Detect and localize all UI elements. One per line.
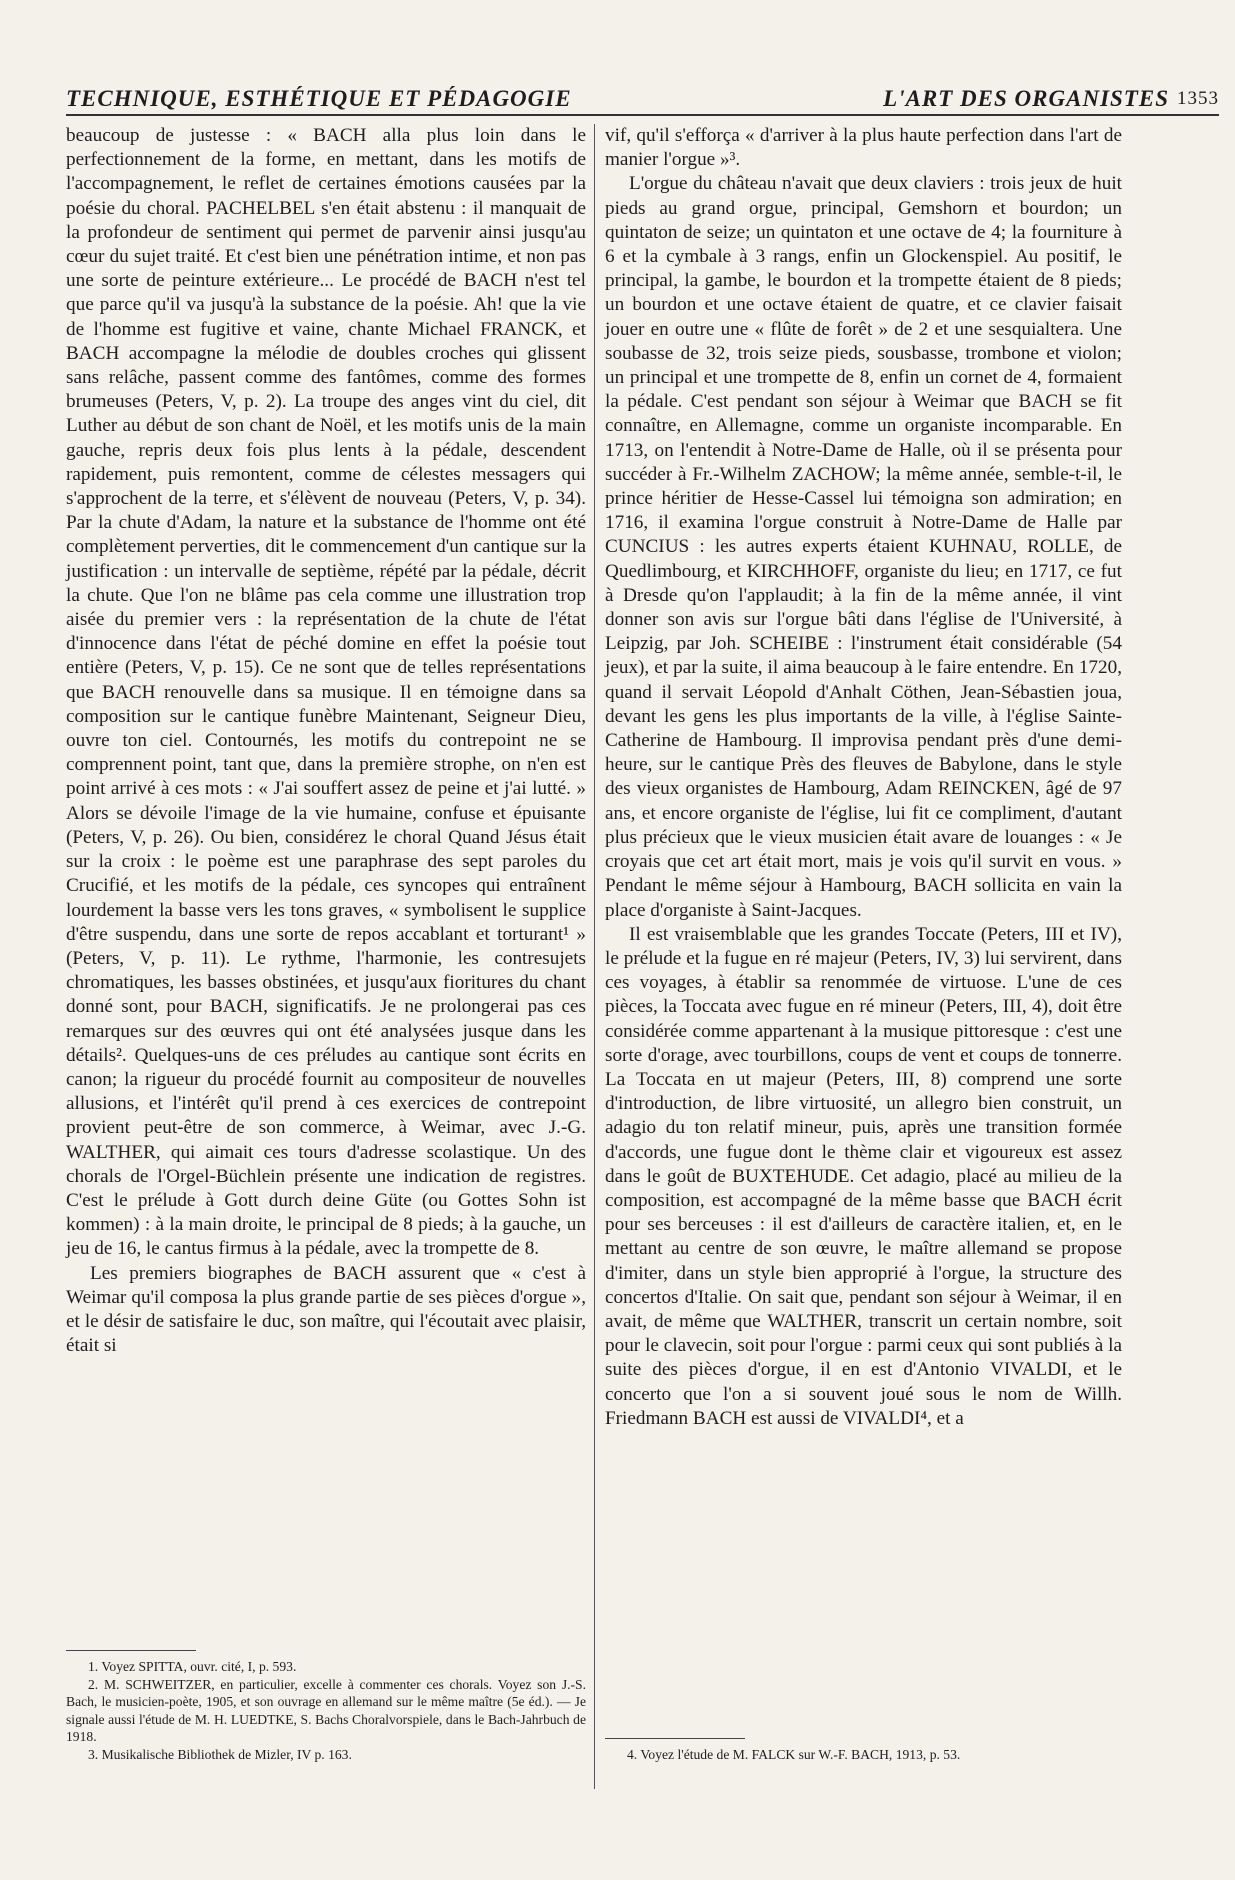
footnote-2: 2. M. SCHWEITZER, en particulier, excelle à commenter ces chorals. Voyez son J.-S. Bach, le musicien-poète, 1905, et son ouvrage en allemand sur le même maître (5e éd.). — Je signale aussi l'étude de M. H. LUEDTKE, S. Bachs Choralvorspiele, dans le Bach-Jahrbuch de 1918. [66,1676,586,1744]
header-rule [66,114,1219,116]
right-paragraph-1: vif, qu'il s'efforça « d'arriver à la plus haute perfection dans l'art de manier l'orgue »³. [605,125,1122,171]
right-paragraph-3: Il est vraisemblable que les grandes Toccate (Peters, III et IV), le prélude et la fugue en ré majeur (Peters, IV, 3) lui servirent, dans ces voyages, à établir sa renommée de virtuose. L'une de ces pièces, la Toccata avec fugue en ré mineur (Peters, III, 4), doit être considérée comme appartenant à la musique pittoresque : c'est une sorte d'orage, avec tourbillons, coups de vent et coups de tonnerre. La Toccata en ut majeur (Peters, III, 8) comprend une sorte d'introduction, de libre virtuosité, un allegro bien construit, un adagio du ton relatif mineur, puis, après une transition formée d'accords, une fugue dont le thème clair et vigoureux est assez dans le goût de BUXTEHUDE. Cet adagio, placé au milieu de la composition, est accompagné de la même basse que BACH écrit pour ses berceuses : il est d'ailleurs de caractère italien, et, en le mettant au centre de son œuvre, le maître allemand se propose d'imiter, dans un style bien approprié à l'orgue, la structure des concertos d'Italie. On sait que, pendant son séjour à Weimar, il en avait, de même que WALTHER, transcrit un certain nombre, soit pour le clavecin, soit pour l'orgue : parmi ceux qui sont publiés à la suite des pièces d'orgue, il en est d'Antonio VIVALDI, et le concerto que l'on a si souvent joué sous le nom de Willh. Friedmann BACH est aussi de VIVALDI⁴, et a [605,923,1122,1429]
header-right-title: L'ART DES ORGANISTES [883,86,1169,111]
column-divider [594,124,595,1789]
right-paragraph-2: L'orgue du château n'avait que deux claviers : trois jeux de huit pieds au grand orgue, principal, Gemshorn et bourdon; un quintaton de seize; un quintaton et une octave de 4; la fourniture à 6 et la cymbale à 3 rangs, enfin un Glockenspiel. Au positif, le principal, la gambe, le bourdon et la trompette étaient de 8 pieds; un bourdon et une octave étaient de quatre, et ce clavier faisait jouer en outre une « flûte de forêt » de 2 et une sesquialtera. Une soubasse de 32, trois seize pieds, sousbasse, trombone et violon; un principal et une trompette de 8, enfin un cornet de 4, formaient la pédale. C'est pendant son séjour à Weimar que BACH se fit connaître, en Allemagne, comme un organiste incomparable. En 1713, on l'entendit à Notre-Dame de Halle, où il se présenta pour succéder à Fr.-Wilhelm ZACHOW; la même année, semble-t-il, le prince héritier de Hesse-Cassel lui témoigna son admiration; en 1716, il examina l'orgue construit à Notre-Dame de Halle par CUNCIUS : les autres experts étaient KUHNAU, ROLLE, de Quedlimbourg, et KIRCHHOFF, organiste du lieu; en 1717, ce fut à Dresde qu'on l'applaudit; à la fin de la même année, il vint donner son avis sur l'orgue bâti dans l'église de l'Université, à Leipzig, par Joh. SCHEIBE : l'instrument était considérable (54 jeux), et par la suite, il aima beaucoup à le faire entendre. En 1720, quand il servait Léopold d'Anhalt Cöthen, Jean-Sébastien joua, devant les gens les plus importants de la ville, à l'église Sainte-Catherine de Hambourg. Il improvisa pendant près d'une demi-heure, sur le cantique Près des fleuves de Babylone, dans le style des vieux organistes de Hambourg, Adam REINCKEN, âgé de 97 ans, et encore organiste de l'église, lui fit ce compliment, d'autant plus précieux que le vieux musicien était avare de louanges : « Je croyais que cet art était mort, mais je vois qu'il survit en vous. » Pendant le même séjour à Hambourg, BACH sollicita en vain la place d'organiste à Saint-Jacques. [605,173,1122,921]
header-left-title: TECHNIQUE, ESTHÉTIQUE ET PÉDAGOGIE [66,86,572,111]
page-number: 1353 [1177,88,1219,109]
right-column [605,124,1122,1431]
left-column [66,124,586,1358]
footnote-1: 1. Voyez SPITTA, ouvr. cité, I, p. 593. [88,1659,297,1674]
left-paragraph-2: Les premiers biographes de BACH assurent que « c'est à Weimar qu'il composa la plus grande partie de ses pièces d'orgue », et le désir de satisfaire le duc, son maître, qui l'écoutait avec plaisir, était si [66,1262,586,1357]
footnote-rule-left [66,1650,196,1651]
footnotes-left [66,1658,586,1763]
left-paragraph-1: beaucoup de justesse : « BACH alla plus loin dans le perfectionnement de la forme, en mettant, dans les motifs de l'accompagnement, le reflet de certaines émotions causées par la poésie du choral. PACHELBEL s'en était abstenu : il manquait de la profondeur de sentiment qui permet de parvenir ainsi jusqu'au cœur du sujet traité. Et c'est bien une pénétration intime, et non pas une sorte de peinture extérieure... Le procédé de BACH n'est tel que parce qu'il va jusqu'à la substance de la poésie. Ah! que la vie de l'homme est fugitive et vaine, chante Michael FRANCK, et BACH accompagne la mélodie de doubles croches qui glissent sans relâche, passent comme des fantômes, comme des formes brumeuses (Peters, V, p. 2). La troupe des anges vint du ciel, dit Luther au début de son chant de Noël, et les motifs unis de la main gauche, repris deux fois plus lents à la pédale, descendent rapidement, puis remontent, comme de célestes messagers qui s'approchent de la terre, et s'élèvent de nouveau (Peters, V, p. 34). Par la chute d'Adam, la nature et la substance de l'homme ont été complètement perverties, dit le commencement d'un cantique sur la justification : un intervalle de septième, répété par la pédale, décrit la chute. Que l'on ne blâme pas cela comme une illustration trop aisée du premier vers : la représentation de la chute de l'état d'innocence dans l'état de péché domine en effet la poésie tout entière (Peters, V, p. 15). Ce ne sont que de telles représentations que BACH renouvelle dans sa musique. Il en témoigne dans sa composition sur le cantique funèbre Maintenant, Seigneur Dieu, ouvre ton ciel. Contournés, les motifs du contrepoint ne se comprennent point, tant que, dans la première strophe, on n'en est point arrivé à ces mots : « J'ai souffert assez de peine et j'ai lutté. » Alors se dévoile l'image de la vie humaine, confuse et épuisante (Peters, V, p. 26). Ou bien, considérez le choral Quand Jésus était sur la croix : le poème est une paraphrase des sept paroles du Crucifié, et les motifs de la pédale, ces syncopes qui entraînent lourdement la basse vers les tons graves, « symbolisent le supplice d'être suspendu, dans une sorte de repos accablant et torturant¹ » (Peters, V, p. 11). Le rythme, l'harmonie, les contresujets chromatiques, les basses obstinées, et jusqu'aux fioritures du chant donné sont, pour BACH, significatifs. Je ne prolongerai pas ces remarques sur des œuvres qui ont été analysées jusque dans les détails². Quelques-uns de ces préludes au cantique sont écrits en canon; la rigueur du procédé fournit au compositeur de nouvelles allusions, et l'intérêt qu'il prend à ces exercices de contrepoint provient peut-être de son commerce, à Weimar, avec J.-G. WALTHER, qui aimait ces tours d'adresse scolastique. Un des chorals de l'Orgel-Büchlein présente une indication de registres. C'est le prélude à Gott durch deine Güte (ou Gottes Sohn ist kommen) : à la main droite, le principal de 8 pieds; à la gauche, un jeu de 16, le cantus firmus à la pédale, avec la trompette de 8. [66,125,586,1260]
footnote-3: 3. Musikalische Bibliothek de Mizler, IV p. 163. [88,1746,352,1762]
footnote-4: 4. Voyez l'étude de M. FALCK sur W.-F. BACH, 1913, p. 53. [627,1747,961,1762]
running-header [66,86,1219,116]
footnotes-right [605,1746,1122,1764]
footnote-rule-right [605,1738,745,1739]
